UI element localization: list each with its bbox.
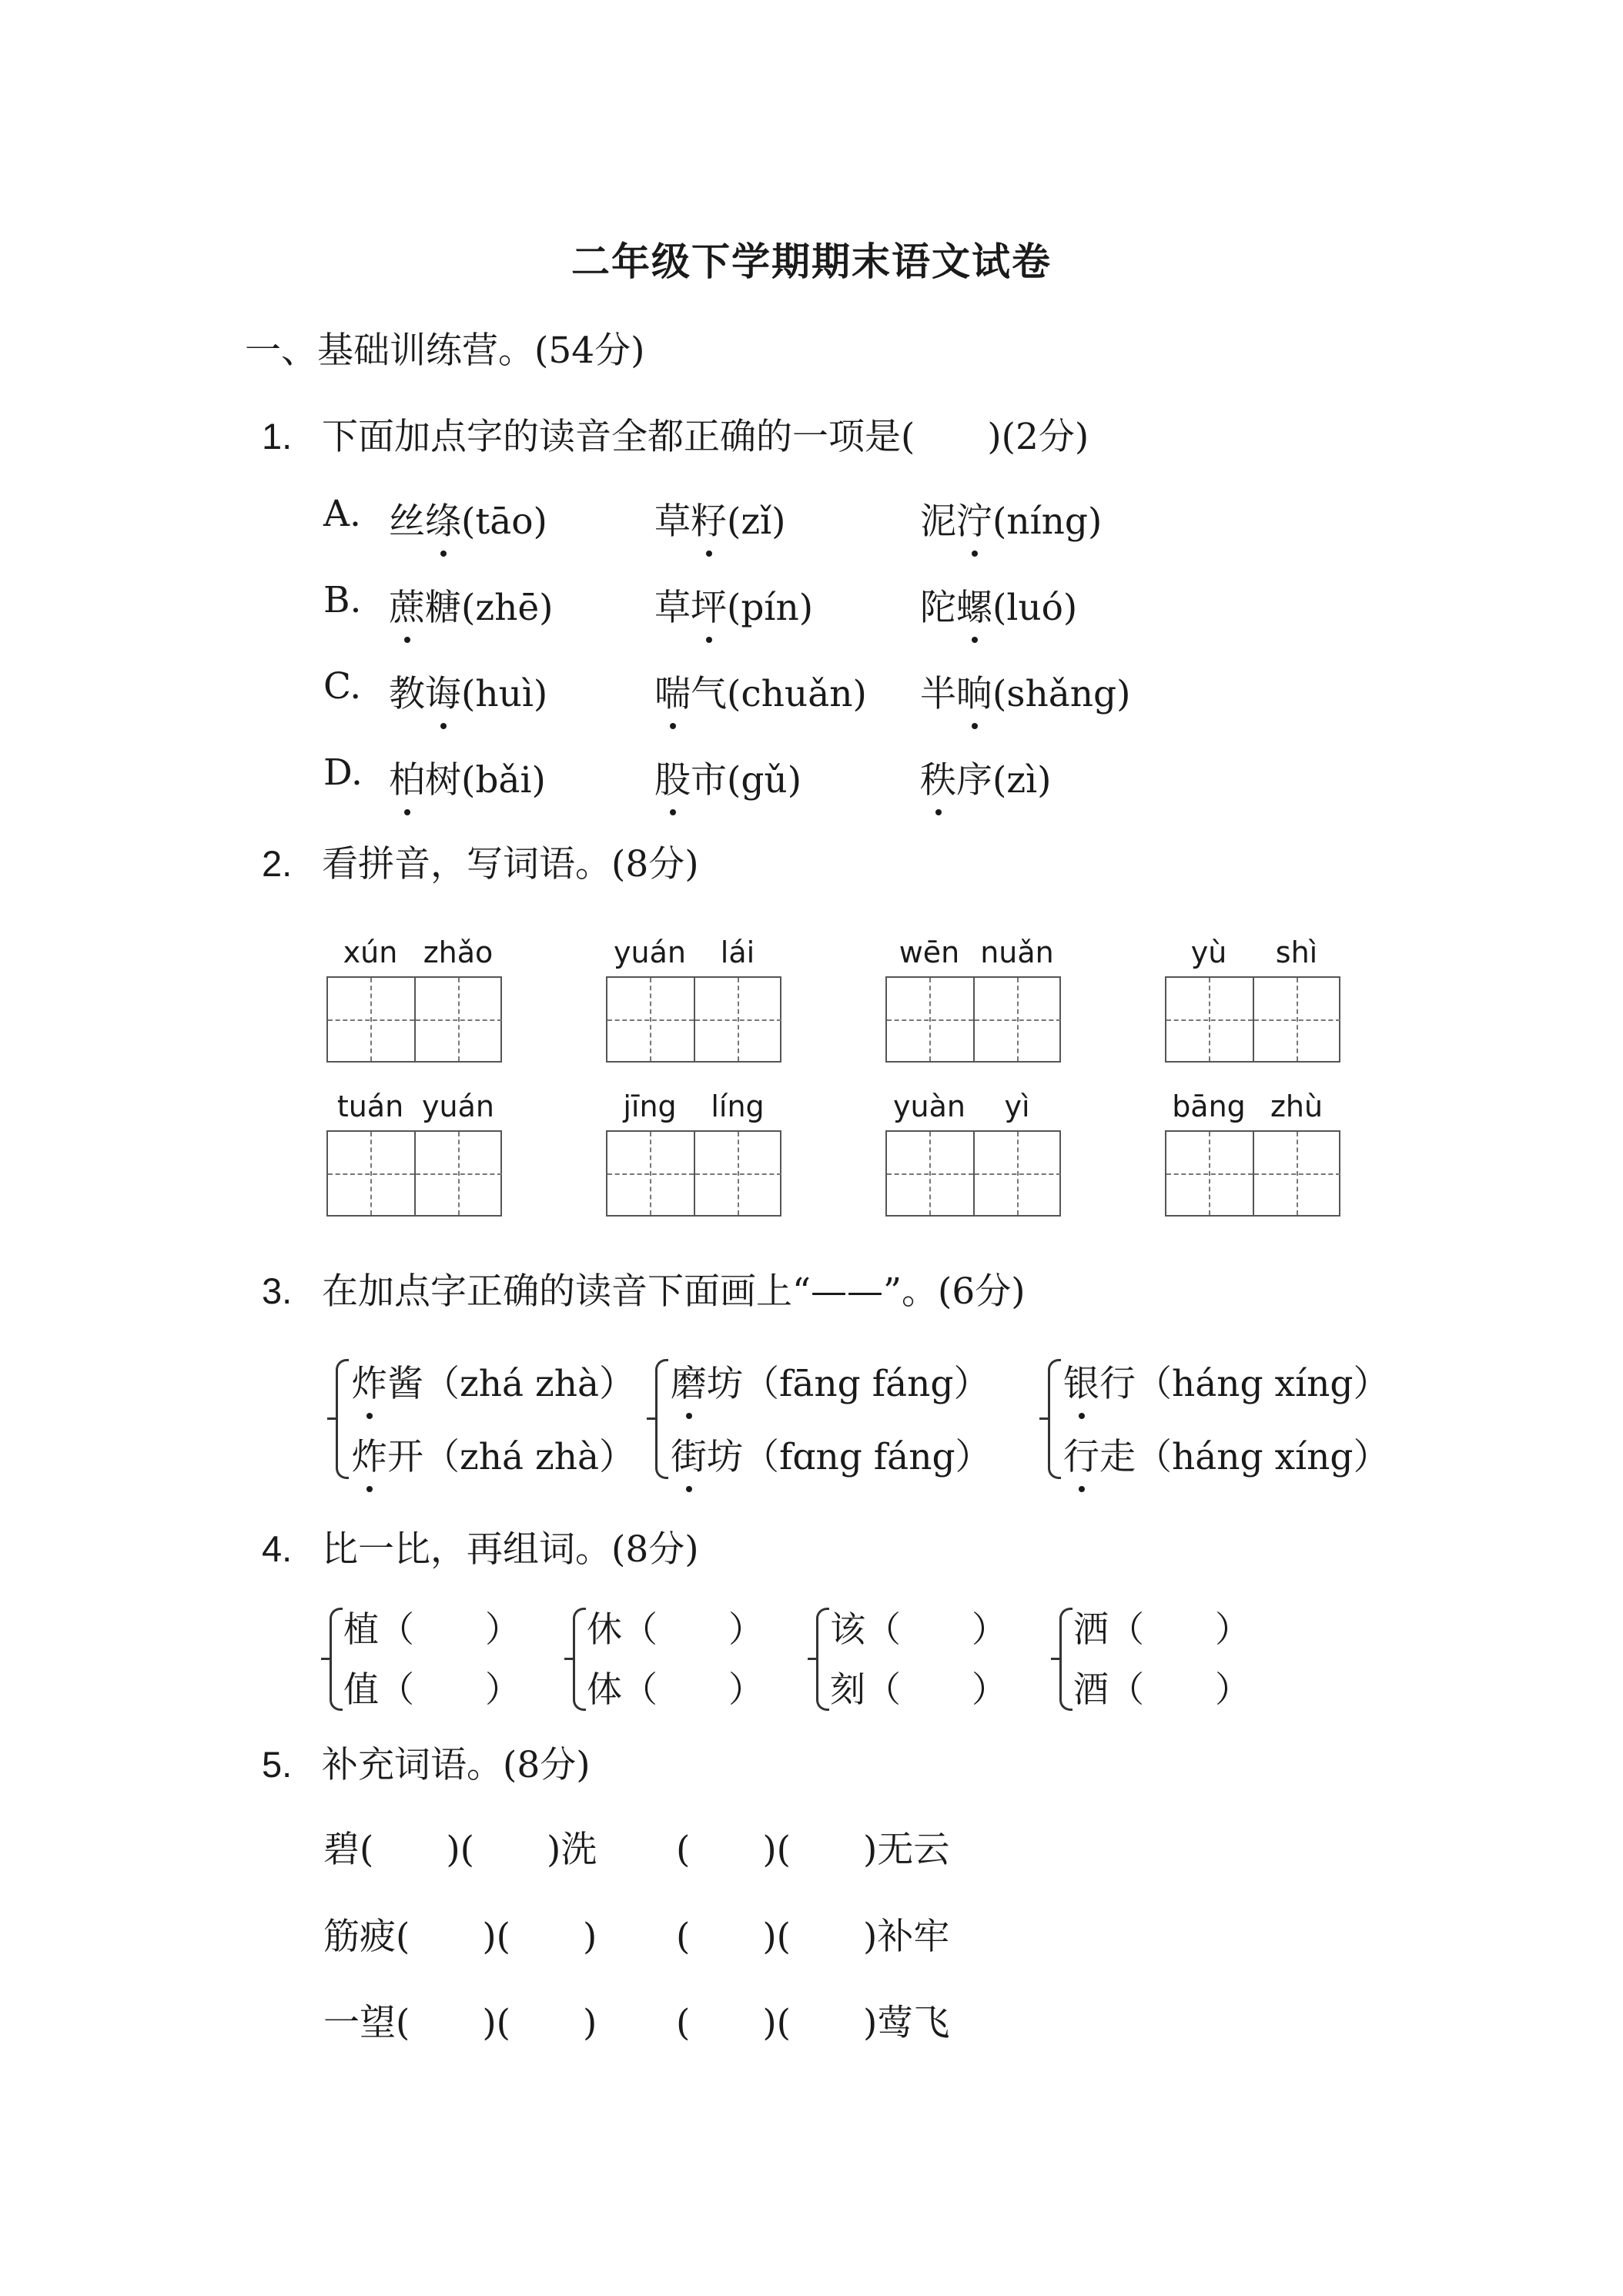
- brace-bracket: [330, 1608, 343, 1711]
- dotted-char: 磨: [671, 1363, 707, 1405]
- writing-grid[interactable]: [326, 976, 502, 1063]
- grid-cell[interactable]: [695, 978, 781, 1061]
- guide-line: [975, 1173, 1061, 1175]
- compare-word: 刻（ ）: [830, 1668, 1007, 1710]
- pinyin-syllable: shì: [1275, 935, 1318, 969]
- guide-line: [695, 1019, 781, 1021]
- q1-option-label: C.: [323, 665, 362, 708]
- idiom-fill: ( )( )莺飞: [676, 2002, 950, 2044]
- guide-line: [328, 1173, 414, 1175]
- pinyin-syllable: xún: [343, 935, 398, 969]
- dotted-char: 行: [1063, 1436, 1099, 1478]
- word-part: 泥: [920, 500, 956, 543]
- word-part: 丝: [389, 500, 425, 543]
- q3-word: [1063, 1355, 1389, 1407]
- grid-cell[interactable]: [607, 1132, 695, 1215]
- dotted-char: 诲: [425, 673, 461, 715]
- compare-word: 植（ ）: [343, 1608, 520, 1650]
- pinyin-syllable: yuàn: [893, 1089, 965, 1123]
- grid-cell[interactable]: [416, 978, 502, 1061]
- q1-option-word: [654, 751, 801, 803]
- word-rest: (shǎng): [992, 673, 1131, 715]
- q3-word: [1063, 1428, 1389, 1480]
- compare-word: 体（ ）: [587, 1668, 764, 1710]
- word-rest: 行（háng xíng）: [1099, 1363, 1390, 1405]
- grid-cell[interactable]: [975, 1132, 1061, 1215]
- q1-option-label: D.: [323, 751, 363, 794]
- writing-grid[interactable]: [1165, 976, 1340, 1063]
- dotted-char: 秩: [920, 759, 956, 802]
- q1-option-label: B.: [323, 579, 362, 621]
- word-rest: (níng): [992, 500, 1103, 543]
- q1-option-word: [389, 579, 554, 631]
- guide-line: [1254, 1173, 1340, 1175]
- idiom-fill: 筋疲( )( ): [323, 1916, 597, 1958]
- grid-cell[interactable]: [887, 1132, 975, 1215]
- q1-option-word: [389, 751, 546, 803]
- guide-line: [887, 1173, 973, 1175]
- idiom-fill: 一望( )( ): [323, 2002, 597, 2044]
- brace-bracket: [573, 1608, 586, 1711]
- pinyin-syllable: lái: [720, 935, 755, 969]
- pinyin-syllable: líng: [711, 1089, 765, 1123]
- grid-cell[interactable]: [1254, 1132, 1340, 1215]
- word-rest: 序(zì): [956, 759, 1052, 802]
- dotted-char: 螺: [956, 587, 992, 629]
- q3-word: [351, 1355, 635, 1407]
- guide-line: [607, 1173, 694, 1175]
- dotted-char: 炸: [351, 1363, 387, 1405]
- pinyin-syllable: jīng: [623, 1089, 677, 1123]
- idiom-fill: ( )( )补牢: [676, 1916, 950, 1958]
- q2-text: 看拼音，写词语。(8分): [322, 843, 699, 885]
- grid-cell[interactable]: [328, 978, 416, 1061]
- grid-cell[interactable]: [1166, 978, 1254, 1061]
- writing-grid[interactable]: [885, 1130, 1061, 1217]
- word-rest: (pín): [727, 587, 814, 629]
- word-rest: 酱（zhá zhà）: [387, 1363, 636, 1405]
- q2-number: 2.: [262, 843, 293, 884]
- pinyin-syllable: yuán: [614, 935, 686, 969]
- idiom-fill: ( )( )无云: [676, 1829, 950, 1871]
- pinyin-syllable: yù: [1190, 935, 1227, 969]
- word-rest: 坊（fɑng fáng）: [707, 1436, 992, 1478]
- brace-bracket: [816, 1608, 829, 1711]
- q1-option-word: [654, 665, 867, 717]
- pinyin-label: [885, 1089, 1061, 1123]
- grid-cell[interactable]: [416, 1132, 502, 1215]
- q3-word: [351, 1428, 635, 1480]
- guide-line: [416, 1173, 502, 1175]
- q4-heading: [262, 1521, 699, 1572]
- page-title: 二年级下学期期末语文试卷: [571, 239, 1052, 284]
- word-rest: (zǐ): [727, 500, 786, 543]
- guide-line: [887, 1019, 973, 1021]
- dotted-char: 蔗: [389, 587, 425, 629]
- q1-option-word: [654, 579, 813, 631]
- q1-option-word: [389, 493, 547, 544]
- guide-line: [416, 1019, 502, 1021]
- dotted-char: 炸: [351, 1436, 387, 1478]
- q1-option-word: [920, 665, 1130, 717]
- q3-word: [671, 1428, 992, 1480]
- word-rest: 气(chuǎn): [691, 673, 867, 715]
- compare-word: 酒（ ）: [1073, 1668, 1250, 1710]
- grid-cell[interactable]: [1254, 978, 1340, 1061]
- word-part: 教: [389, 673, 425, 715]
- pinyin-label: [885, 935, 1061, 969]
- word-part: 半: [920, 673, 956, 715]
- dotted-char: 街: [671, 1436, 707, 1478]
- grid-cell[interactable]: [887, 978, 975, 1061]
- grid-cell[interactable]: [695, 1132, 781, 1215]
- compare-word: 洒（ ）: [1073, 1608, 1250, 1650]
- word-rest: (tāo): [461, 500, 547, 543]
- grid-cell[interactable]: [328, 1132, 416, 1215]
- word-rest: 树(bǎi): [425, 759, 546, 802]
- q3-number: 3.: [262, 1270, 293, 1311]
- q1-heading: [262, 408, 1089, 460]
- guide-line: [695, 1173, 781, 1175]
- pinyin-label: [1165, 935, 1340, 969]
- brace-bracket: [1048, 1359, 1061, 1479]
- writing-grid[interactable]: [885, 976, 1061, 1063]
- word-part: 陀: [920, 587, 956, 629]
- word-part: 草: [654, 500, 691, 543]
- compare-word: 值（ ）: [343, 1668, 520, 1710]
- q1-option-word: [920, 493, 1102, 544]
- pinyin-syllable: nuǎn: [980, 935, 1054, 969]
- section-heading: 一、基础训练营。(54分): [245, 330, 645, 372]
- q1-option-word: [654, 493, 785, 544]
- guide-line: [1166, 1019, 1253, 1021]
- grid-cell[interactable]: [1166, 1132, 1254, 1215]
- pinyin-syllable: yì: [1004, 1089, 1030, 1123]
- pinyin-syllable: tuán: [336, 1089, 404, 1123]
- idiom-fill: 碧( )( )洗: [323, 1829, 597, 1871]
- dotted-char: 绦: [425, 500, 461, 543]
- writing-grid[interactable]: [606, 1130, 781, 1217]
- q3-heading: [262, 1263, 1026, 1314]
- word-rest: 开（zhá zhà）: [387, 1436, 636, 1478]
- dotted-char: 喘: [654, 673, 691, 715]
- q5-text: 补充词语。(8分): [322, 1744, 591, 1786]
- q1-option-word: [389, 665, 547, 717]
- writing-grid[interactable]: [1165, 1130, 1340, 1217]
- grid-cell[interactable]: [975, 978, 1061, 1061]
- dotted-char: 柏: [389, 759, 425, 802]
- guide-line: [1166, 1173, 1253, 1175]
- q1-option-word: [920, 579, 1077, 631]
- word-rest: 市(gǔ): [691, 759, 802, 802]
- q1-number: 1.: [262, 416, 293, 457]
- word-rest: 糖(zhē): [425, 587, 554, 629]
- grid-cell[interactable]: [607, 978, 695, 1061]
- guide-line: [328, 1019, 414, 1021]
- brace-bracket: [655, 1359, 668, 1479]
- brace-bracket: [1059, 1608, 1073, 1711]
- pinyin-label: [606, 935, 781, 969]
- pinyin-label: [1165, 1089, 1340, 1123]
- guide-line: [607, 1019, 694, 1021]
- word-rest: (luó): [992, 587, 1078, 629]
- compare-word: 该（ ）: [830, 1608, 1007, 1650]
- pinyin-syllable: zhǎo: [423, 935, 494, 969]
- word-part: 草: [654, 587, 691, 629]
- q1-option-word: [920, 751, 1051, 803]
- pinyin-syllable: bāng: [1172, 1089, 1246, 1123]
- q3-text: 在加点字正确的读音下面画上“——”。(6分): [322, 1270, 1026, 1313]
- writing-grid[interactable]: [606, 976, 781, 1063]
- q5-number: 5.: [262, 1744, 293, 1785]
- dotted-char: 籽: [691, 500, 727, 543]
- pinyin-label: [606, 1089, 781, 1123]
- dotted-char: 晌: [956, 673, 992, 715]
- guide-line: [1254, 1019, 1340, 1021]
- q3-word: [671, 1355, 990, 1407]
- q2-heading: [262, 835, 699, 887]
- guide-line: [975, 1019, 1061, 1021]
- dotted-char: 坪: [691, 587, 727, 629]
- pinyin-label: [326, 935, 502, 969]
- q1-option-label: A.: [323, 493, 361, 535]
- q4-text: 比一比，再组词。(8分): [322, 1528, 699, 1571]
- q1-text: 下面加点字的读音全都正确的一项是( )(2分): [322, 416, 1089, 458]
- brace-bracket: [336, 1359, 349, 1479]
- dotted-char: 银: [1063, 1363, 1099, 1405]
- pinyin-label: [326, 1089, 502, 1123]
- q4-number: 4.: [262, 1528, 293, 1569]
- word-rest: (huì): [461, 673, 548, 715]
- pinyin-syllable: wēn: [899, 935, 960, 969]
- pinyin-syllable: yuán: [422, 1089, 494, 1123]
- writing-grid[interactable]: [326, 1130, 502, 1217]
- word-rest: 走（háng xíng）: [1099, 1436, 1390, 1478]
- q5-heading: [262, 1736, 591, 1788]
- dotted-char: 股: [654, 759, 691, 802]
- dotted-char: 泞: [956, 500, 992, 543]
- pinyin-syllable: zhù: [1270, 1089, 1323, 1123]
- compare-word: 休（ ）: [587, 1608, 764, 1650]
- word-rest: 坊（fāng fáng）: [707, 1363, 990, 1405]
